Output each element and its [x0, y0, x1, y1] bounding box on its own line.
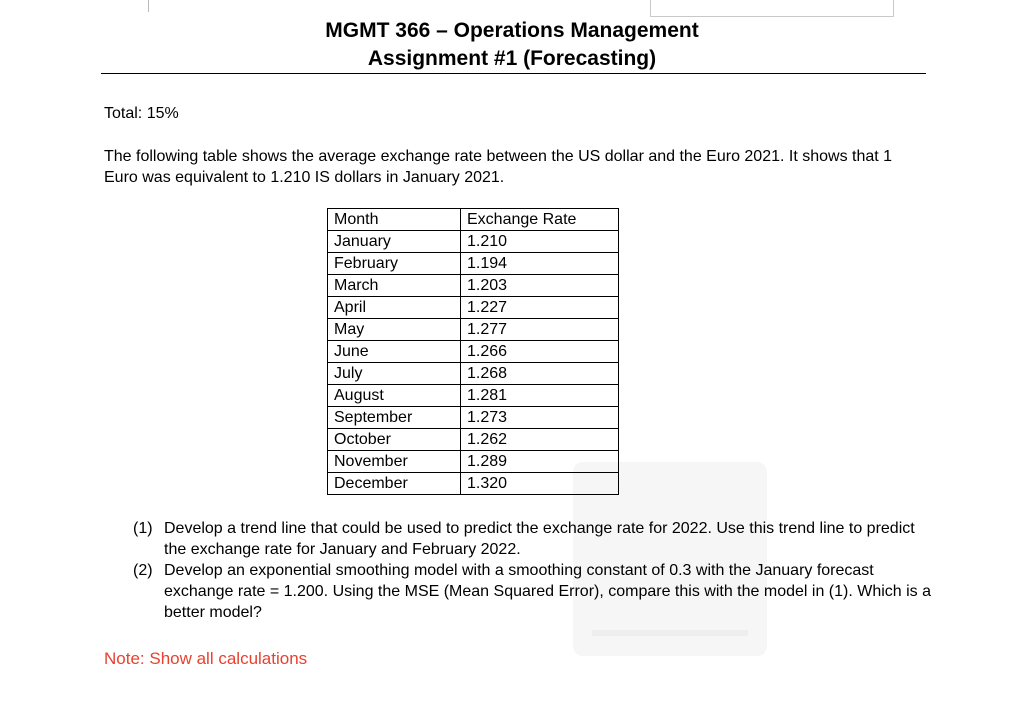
month-cell: July	[328, 363, 461, 385]
rate-cell: 1.320	[461, 473, 619, 495]
month-cell: September	[328, 407, 461, 429]
month-cell: October	[328, 429, 461, 451]
month-cell: April	[328, 297, 461, 319]
table-row	[328, 275, 619, 297]
table-row	[328, 363, 619, 385]
intro-paragraph: The following table shows the average exchange rate between the US dollar and the Euro 2021. It shows that 1 Euro was equivalent to 1.210 IS dollars in January 2021.	[104, 148, 893, 186]
table-row	[328, 319, 619, 341]
question-number: (1)	[133, 520, 153, 537]
rate-cell: 1.227	[461, 297, 619, 319]
table-row	[328, 385, 619, 407]
question-number: (2)	[133, 562, 153, 579]
rate-cell: 1.194	[461, 253, 619, 275]
month-cell: August	[328, 385, 461, 407]
rate-cell: 1.273	[461, 407, 619, 429]
total-weight: Total: 15%	[104, 105, 179, 122]
table-row	[328, 473, 619, 495]
month-cell: March	[328, 275, 461, 297]
rate-cell: 1.268	[461, 363, 619, 385]
month-cell: November	[328, 451, 461, 473]
table-header-row	[328, 209, 619, 231]
month-cell: January	[328, 231, 461, 253]
table-row	[328, 429, 619, 451]
watermark-bar	[592, 630, 748, 636]
question-text: Develop a trend line that could be used to predict the exchange rate for 2022. Use this trend line to predict the exchange rate for January and February 2022.	[164, 520, 915, 558]
table-row	[328, 231, 619, 253]
month-cell: December	[328, 473, 461, 495]
rate-cell: 1.277	[461, 319, 619, 341]
table-row	[328, 407, 619, 429]
rate-cell: 1.203	[461, 275, 619, 297]
table-row	[328, 451, 619, 473]
question-1	[133, 518, 933, 560]
rate-cell: 1.281	[461, 385, 619, 407]
rate-cell: 1.210	[461, 231, 619, 253]
question-2	[133, 560, 933, 623]
rate-cell: 1.262	[461, 429, 619, 451]
document-subtitle: Assignment #1 (Forecasting)	[367, 47, 657, 70]
question-text: Develop an exponential smoothing model with a smoothing constant of 0.3 with the January forecast exchange rate = 1.200. Using the MSE (Mean Squared Error), compare this with the model in (1). Which is a better model?	[164, 562, 932, 621]
exchange-rate-table	[327, 208, 619, 495]
table-row	[328, 341, 619, 363]
column-header-rate: Exchange Rate	[461, 209, 619, 231]
header-box-outline	[650, 0, 894, 17]
table-row	[328, 297, 619, 319]
table-row	[328, 253, 619, 275]
calculation-note: Note: Show all calculations	[104, 649, 308, 668]
month-cell: February	[328, 253, 461, 275]
month-cell: June	[328, 341, 461, 363]
page-edge-mark	[148, 0, 149, 12]
month-cell: May	[328, 319, 461, 341]
column-header-month: Month	[328, 209, 461, 231]
document-title: MGMT 366 – Operations Management	[325, 19, 699, 42]
rate-cell: 1.266	[461, 341, 619, 363]
title-divider	[101, 73, 926, 74]
question-list	[133, 518, 933, 623]
rate-cell: 1.289	[461, 451, 619, 473]
